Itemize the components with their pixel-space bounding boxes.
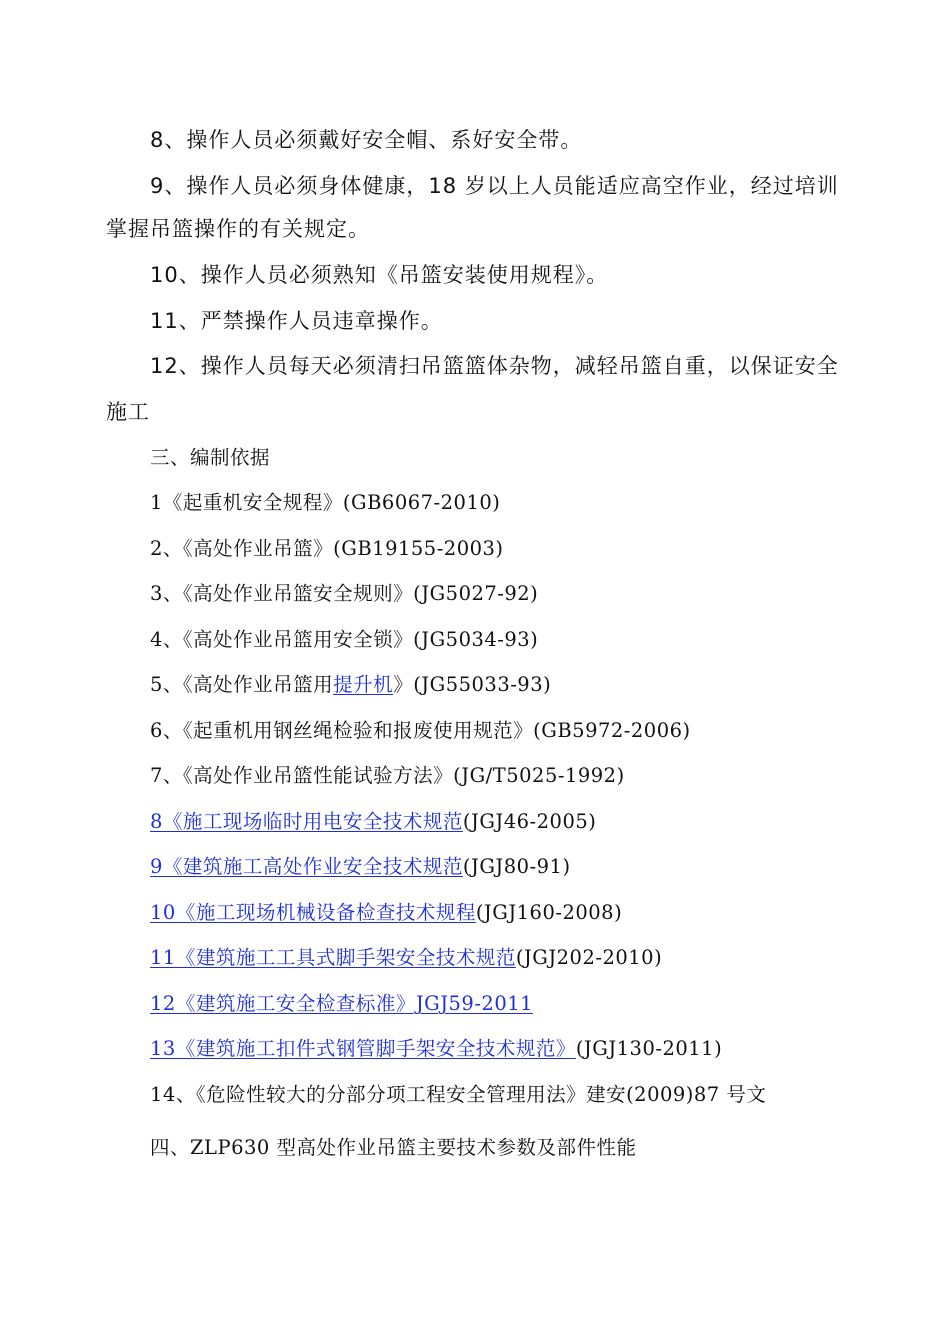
reference-text-suffix: 》(JG55033-93) xyxy=(393,673,552,696)
reference-text-suffix: (JGJ80-91) xyxy=(462,855,571,878)
reference-link[interactable]: 8《施工现场临时用电安全技术规范 xyxy=(150,810,463,833)
reference-link[interactable]: 13《建筑施工扣件式钢管脚手架安全技术规范》 xyxy=(150,1037,576,1060)
reference-link[interactable]: 10《施工现场机械设备检查技术规程 xyxy=(150,901,476,924)
reference-text: 6、《起重机用钢丝绳检验和报废使用规范》(GB5972-2006) xyxy=(150,719,691,742)
reference-item xyxy=(150,578,538,606)
reference-link[interactable]: 提升机 xyxy=(333,673,394,696)
rule-11: 11、严禁操作人员违章操作。 xyxy=(150,309,443,333)
rule-10: 10、操作人员必须熟知《吊篮安装使用规程》。 xyxy=(150,263,609,287)
reference-text: 4、《高处作业吊篮用安全锁》(JG5034-93) xyxy=(150,628,539,651)
reference-text: 5、《高处作业吊篮用 xyxy=(150,673,334,696)
section-4-heading: 四、ZLP630 型高处作业吊篮主要技术参数及部件性能 xyxy=(150,1136,637,1159)
reference-item xyxy=(150,942,662,970)
reference-text: 7、《高处作业吊篮性能试验方法》(JG/T5025-1992) xyxy=(150,764,625,787)
reference-text-suffix: (JGJ202-2010) xyxy=(515,946,663,969)
reference-text: 3、《高处作业吊篮安全规则》(JG5027-92) xyxy=(150,582,539,605)
reference-text-suffix: (JGJ46-2005) xyxy=(462,810,597,833)
reference-item xyxy=(150,760,625,788)
rule-12-line-1: 12、操作人员每天必须清扫吊篮篮体杂物，减轻吊篮自重，以保证安全 xyxy=(150,354,839,378)
reference-item xyxy=(150,715,691,743)
reference-item xyxy=(150,669,551,697)
rule-8: 8、操作人员必须戴好安全帽、系好安全带。 xyxy=(150,128,583,152)
reference-text-suffix: (JGJ130-2011) xyxy=(575,1037,723,1060)
rule-9-line-1: 9、操作人员必须身体健康，18 岁以上人员能适应高空作业，经过培训 xyxy=(150,174,839,198)
reference-text: 2、《高处作业吊篮》(GB19155-2003) xyxy=(150,537,504,560)
reference-link[interactable]: 11《建筑施工工具式脚手架安全技术规范 xyxy=(150,946,516,969)
reference-item xyxy=(150,487,500,515)
reference-link[interactable]: 12《建筑施工安全检查标准》JGJ59-2011 xyxy=(150,992,534,1015)
reference-item xyxy=(150,897,622,925)
section-3-heading: 三、编制依据 xyxy=(150,446,271,469)
reference-link[interactable]: 9《建筑施工高处作业安全技术规范 xyxy=(150,855,463,878)
reference-item xyxy=(150,624,538,652)
reference-item xyxy=(150,1033,722,1061)
reference-text: 1《起重机安全规程》(GB6067-2010) xyxy=(150,491,501,514)
reference-text: 14、《危险性较大的分部分项工程安全管理用法》建安(2009)87 号文 xyxy=(150,1083,767,1106)
reference-item xyxy=(150,988,533,1016)
rule-9-line-2: 掌握吊篮操作的有关规定。 xyxy=(106,217,370,241)
reference-item xyxy=(150,806,596,834)
reference-text-suffix: (JGJ160-2008) xyxy=(475,901,623,924)
reference-item xyxy=(150,1079,766,1107)
reference-item xyxy=(150,533,504,561)
rule-12-line-2: 施工 xyxy=(106,400,150,424)
reference-item xyxy=(150,851,571,879)
